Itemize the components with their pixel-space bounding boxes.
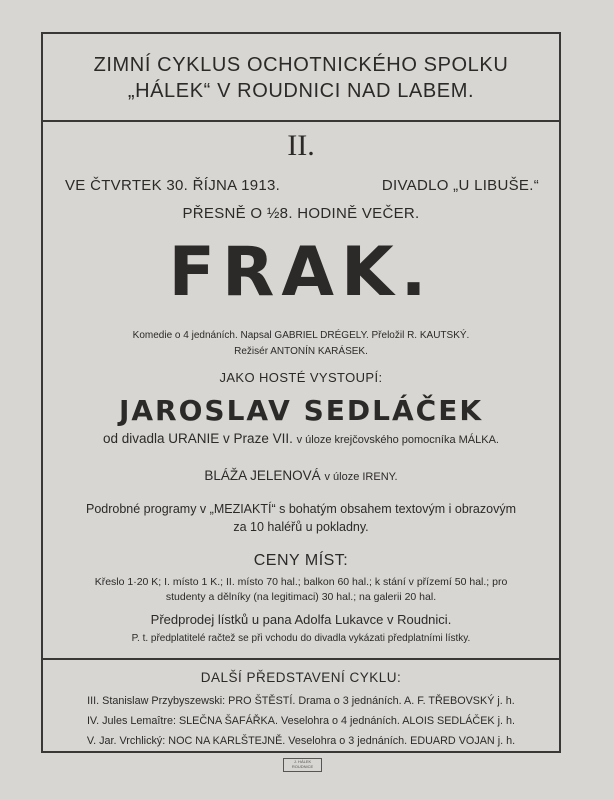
- divider-top: [43, 120, 559, 122]
- performance-number: II.: [287, 129, 315, 162]
- header: [43, 52, 559, 104]
- actress-role: v úloze IRENY.: [324, 471, 398, 483]
- actor-from: od divadla URANIE v Praze VII.: [103, 431, 293, 446]
- programs-line-2: za 10 haléřů u pokladny.: [233, 520, 369, 534]
- list-item: III. Stanislaw Przybyszewski: PRO ŠTĚSTÍ. Drama o 3 jednáních. A. F. TŘEBOVSKÝ j. h.: [87, 695, 515, 707]
- actress-details: [43, 468, 559, 483]
- credits-line-2: Režisér ANTONÍN KARÁSEK.: [234, 346, 368, 357]
- further-list: [43, 691, 559, 751]
- credits-line-1: Komedie o 4 jednáních. Napsal GABRIEL DRÉGELY. Přeložil R. KAUTSKÝ.: [132, 330, 470, 341]
- prices-list: [69, 575, 533, 605]
- prices-heading: CENY MÍST:: [253, 552, 349, 569]
- guests-heading: JAKO HOSTÉ VYSTOUPÍ:: [219, 370, 383, 385]
- list-item: V. Jar. Vrchlický: NOC NA KARLŠTEJNĚ. Veselohra o 3 jednáních. EDUARD VOJAN j. h.: [86, 735, 516, 747]
- programs-note: [43, 500, 559, 536]
- actor-role: v úloze krejčovského pomocníka MÁLKA.: [296, 434, 499, 446]
- actor-details: [43, 431, 559, 446]
- stamp-line-1: J. HÁLEK: [293, 759, 312, 764]
- stamp-line-2: ROUDNICE: [291, 764, 314, 769]
- play-title: FRAK.: [168, 233, 434, 312]
- prices-line-1: Křeslo 1·20 K; I. místo 1 K.; II. místo 70 hal.; balkon 60 hal.; k stání v přízemí 50 hal.; pro: [94, 576, 508, 588]
- performance-time: PŘESNĚ O ½8. HODINĚ VEČER.: [182, 205, 420, 222]
- further-heading: DALŠÍ PŘEDSTAVENÍ CYKLU:: [200, 670, 402, 685]
- poster: [41, 32, 561, 753]
- presale-note: Předprodej lístků u pana Adolfa Lukavce v Roudnici.: [150, 612, 452, 627]
- printer-stamp: [283, 758, 322, 772]
- subscriber-notice: P. t. předplatitelé račtež se při vchodu do divadla vykázati předplatními lístky.: [131, 633, 471, 644]
- prices-line-2: studenty a dělníky (na legitimaci) 30 hal.; na galerii 20 hal.: [165, 591, 437, 603]
- actress-name: BLÁŽA JELENOVÁ: [204, 468, 321, 483]
- list-item: IV. Jules Lemaître: SLEČNA ŠAFÁŘKA. Veselohra o 4 jednáních. ALOIS SEDLÁČEK j. h.: [86, 715, 516, 727]
- actor-name: JAROSLAV SEDLÁČEK: [118, 394, 484, 427]
- header-line-2: „HÁLEK“ V ROUDNICI NAD LABEM.: [127, 80, 475, 102]
- performance-date: VE ČTVRTEK 30. ŘÍJNA 1913.: [65, 177, 281, 194]
- programs-line-1: Podrobné programy v „MEZIAKTÍ“ s bohatým obsahem textovým i obrazovým: [85, 502, 517, 516]
- performance-venue: DIVADLO „U LIBUŠE.“: [381, 177, 539, 194]
- header-line-1: ZIMNÍ CYKLUS OCHOTNICKÉHO SPOLKU: [93, 54, 509, 76]
- divider-bottom: [43, 658, 559, 660]
- play-credits: [43, 328, 559, 360]
